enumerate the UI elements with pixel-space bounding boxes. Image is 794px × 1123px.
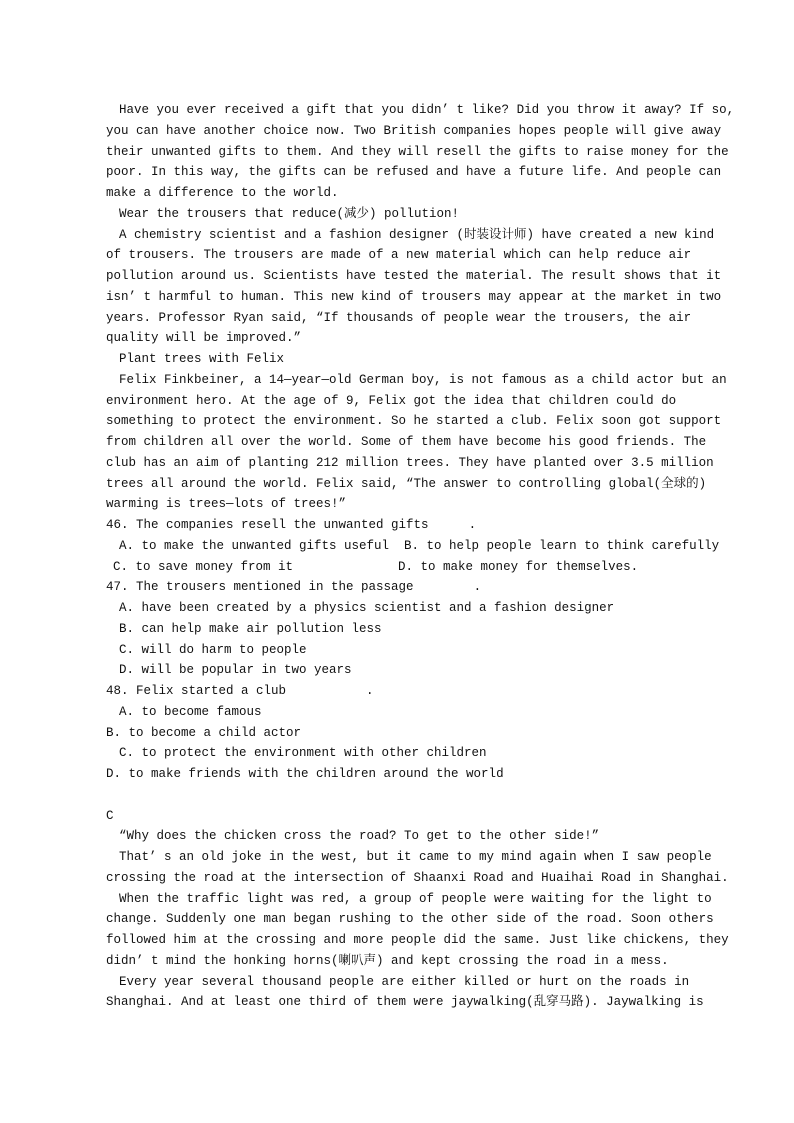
question-end: . (366, 684, 374, 698)
text-line: of trousers. The trousers are made of a new material which can help reduce air (106, 248, 692, 263)
text-line: their unwanted gifts to them. And they will resell the gifts to raise money for the (106, 144, 729, 159)
text-line: from children all over the world. Some of them have become his good friends. The (106, 435, 707, 449)
document-page (106, 100, 735, 1013)
text-line: isn’ t harmful to human. This new kind of trousers may appear at the market in two (106, 289, 722, 304)
text-line: Every year several thousand people are either killed or hurt on the roads in (119, 974, 690, 989)
text-line: didn’ t mind the honking horns(喇叭声) and kept crossing the road in a mess. (106, 953, 669, 968)
text-line: crossing the road at the intersection of Shaanxi Road and Huaihai Road in Shanghai. (106, 870, 729, 885)
text-line: years. Professor Ryan said, “If thousands of people wear the trousers, the air (106, 310, 692, 325)
text-line: Have you ever received a gift that you didn’ t like? Did you throw it away? If so, (119, 103, 735, 117)
section-heading: Wear the trousers that reduce(减少) pollution! (119, 206, 460, 221)
question-48-option-d: D. to make friends with the children around the world (106, 767, 504, 781)
text-line: When the traffic light was red, a group of people were waiting for the light to (119, 891, 712, 906)
text-line: pollution around us. Scientists have tested the material. The result shows that it (106, 269, 722, 283)
question-46-options-row: C. to save money from it D. to make money for themselves. (113, 559, 639, 574)
spacer (106, 785, 694, 806)
text-line: Felix Finkbeiner, a 14—year—old German boy, is not famous as a child actor but an (119, 372, 727, 387)
quote-line: “Why does the chicken cross the road? To get to the other side!” (119, 829, 600, 844)
text-line: you can have another choice now. Two British companies hopes people will give away (106, 123, 722, 138)
question-47-option-c: C. will do harm to people (119, 642, 307, 657)
text-line: Shanghai. And at least one third of them were jaywalking(乱穿马路). Jaywalking is (106, 995, 704, 1010)
question-47-option-b: B. can help make air pollution less (119, 621, 382, 636)
question-47-option-d: D. will be popular in two years (119, 663, 352, 678)
question-46-stem (106, 515, 694, 536)
text-line: make a difference to the world. (106, 186, 339, 200)
question-end: . (468, 518, 477, 532)
passage-label: C (106, 808, 114, 823)
text-line: poor. In this way, the gifts can be refused and have a future life. And people can (106, 165, 722, 180)
question-48-stem (106, 681, 694, 702)
section-heading: Plant trees with Felix (119, 352, 285, 366)
question-48-option-b: B. to become a child actor (106, 725, 302, 740)
question-stem-text: 47. The trousers mentioned in the passage (106, 580, 414, 595)
question-stem-text: 46. The companies resell the unwanted gifts (106, 518, 429, 532)
text-line: warming is trees—lots of trees!” (106, 497, 347, 512)
text-line: environment hero. At the age of 9, Felix got the idea that children could do (106, 393, 677, 408)
question-47-stem (106, 577, 694, 598)
text-line: trees all around the world. Felix said, “The answer to controlling global(全球的) (106, 476, 707, 491)
question-47-option-a: A. have been created by a physics scientist and a fashion designer (119, 601, 615, 615)
text-line: change. Suddenly one man began rushing to the other side of the road. Soon others (106, 912, 714, 927)
text-line: quality will be improved.” (106, 331, 302, 346)
text-line: That’ s an old joke in the west, but it came to my mind again when I saw people (119, 850, 712, 864)
text-line: followed him at the crossing and more people did the same. Just like chickens, they (106, 933, 729, 947)
question-48-option-c: C. to protect the environment with other children (119, 746, 487, 761)
question-end: . (473, 580, 482, 595)
text-line: club has an aim of planting 212 million trees. They have planted over 3.5 million (106, 455, 714, 470)
text-line: something to protect the environment. So he started a club. Felix soon got support (106, 414, 722, 429)
question-46-options-row: A. to make the unwanted gifts useful B. to help people learn to think carefully (119, 538, 720, 553)
question-48-option-a: A. to become famous (119, 704, 262, 719)
text-line: A chemistry scientist and a fashion designer (时装设计师) have created a new kind (119, 227, 715, 242)
question-stem-text: 48. Felix started a club (106, 684, 287, 698)
